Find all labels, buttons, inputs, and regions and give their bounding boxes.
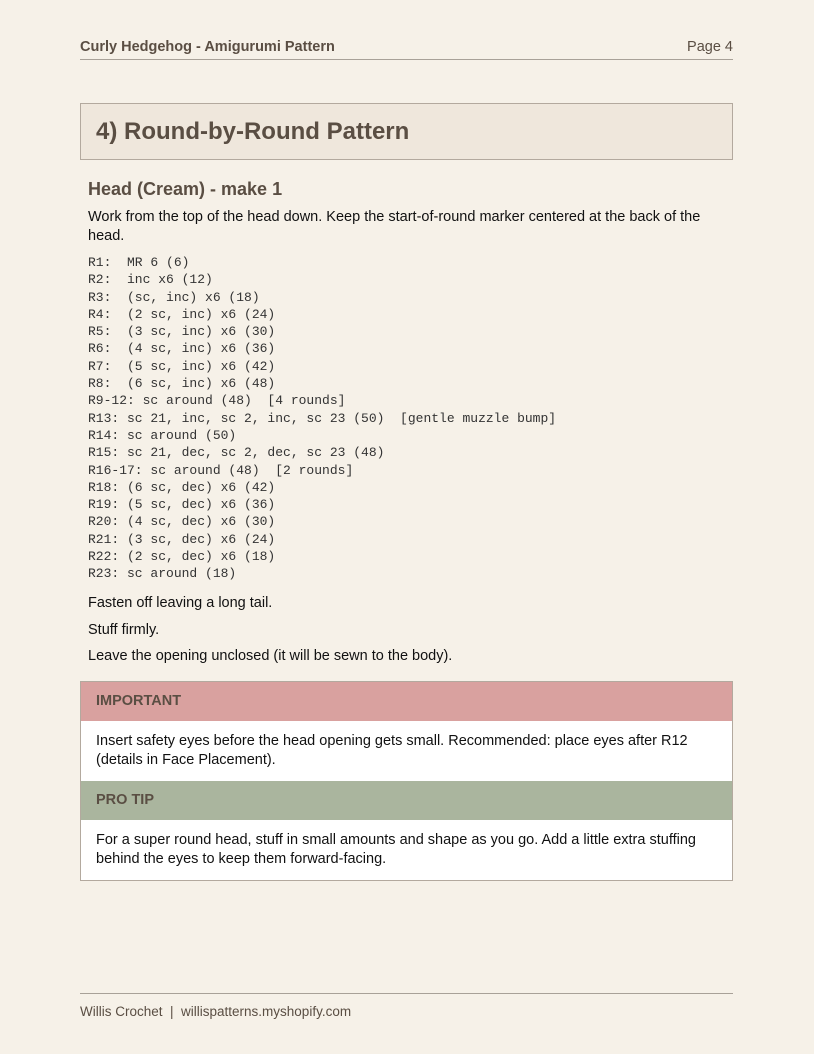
protip-callout-title: PRO TIP [81,781,732,820]
callout-box [80,681,733,881]
round-line: R3: (sc, inc) x6 (18) [88,289,260,305]
important-callout-text: Insert safety eyes before the head opening gets small. Recommended: place eyes after R12 (details in Face Placement). [81,721,732,781]
finishing-note: Stuff firmly. [88,622,160,638]
round-line: R1: MR 6 (6) [88,255,190,270]
part-title: Head (Cream) - make 1 [88,179,283,199]
part-intro: Work from the top of the head down. Keep the start-of-round marker centered at the back of the head. [88,209,701,244]
footer-text: Willis Crochet | willispatterns.myshopify.com [80,1004,352,1019]
round-line: R20: (4 sc, dec) x6 (30) [88,514,276,530]
round-line: R2: inc x6 (12) [88,272,213,288]
round-line: R23: sc around (18) [88,566,237,582]
round-line: R5: (3 sc, inc) x6 (30) [88,324,276,340]
round-line: R14: sc around (50) [88,427,237,443]
section-title: 4) Round-by-Round Pattern [96,118,410,145]
round-line: R16-17: sc around (48) [2 rounds] [88,462,354,478]
round-list [88,254,556,583]
important-callout-title: IMPORTANT [81,682,732,721]
round-line: R6: (4 sc, inc) x6 (36) [88,341,276,357]
finishing-note: Fasten off leaving a long tail. [88,595,273,611]
round-line: R22: (2 sc, dec) x6 (18) [88,549,276,565]
round-line: R13: sc 21, inc, sc 2, inc, sc 23 (50) [gentle muzzle bump] [88,410,557,426]
page-number: Page 4 [687,39,733,55]
round-line: R9-12: sc around (48) [4 rounds] [88,393,346,409]
finishing-note: Leave the opening unclosed (it will be sewn to the body). [88,648,453,664]
document-title: Curly Hedgehog - Amigurumi Pattern [80,39,335,55]
round-line: R15: sc 21, dec, sc 2, dec, sc 23 (48) [88,445,385,461]
round-line: R21: (3 sc, dec) x6 (24) [88,531,276,547]
section-heading-box [80,103,733,160]
round-line: R7: (5 sc, inc) x6 (42) [88,358,276,374]
page-footer [80,993,733,1019]
page-header [80,38,733,60]
round-line: R18: (6 sc, dec) x6 (42) [88,479,276,495]
round-line: R8: (6 sc, inc) x6 (48) [88,376,276,392]
round-line: R4: (2 sc, inc) x6 (24) [88,306,276,322]
round-line: R19: (5 sc, dec) x6 (36) [88,497,276,513]
protip-callout-text: For a super round head, stuff in small amounts and shape as you go. Add a little extra stuffing behind the eyes to keep them forward-facing. [81,820,732,880]
